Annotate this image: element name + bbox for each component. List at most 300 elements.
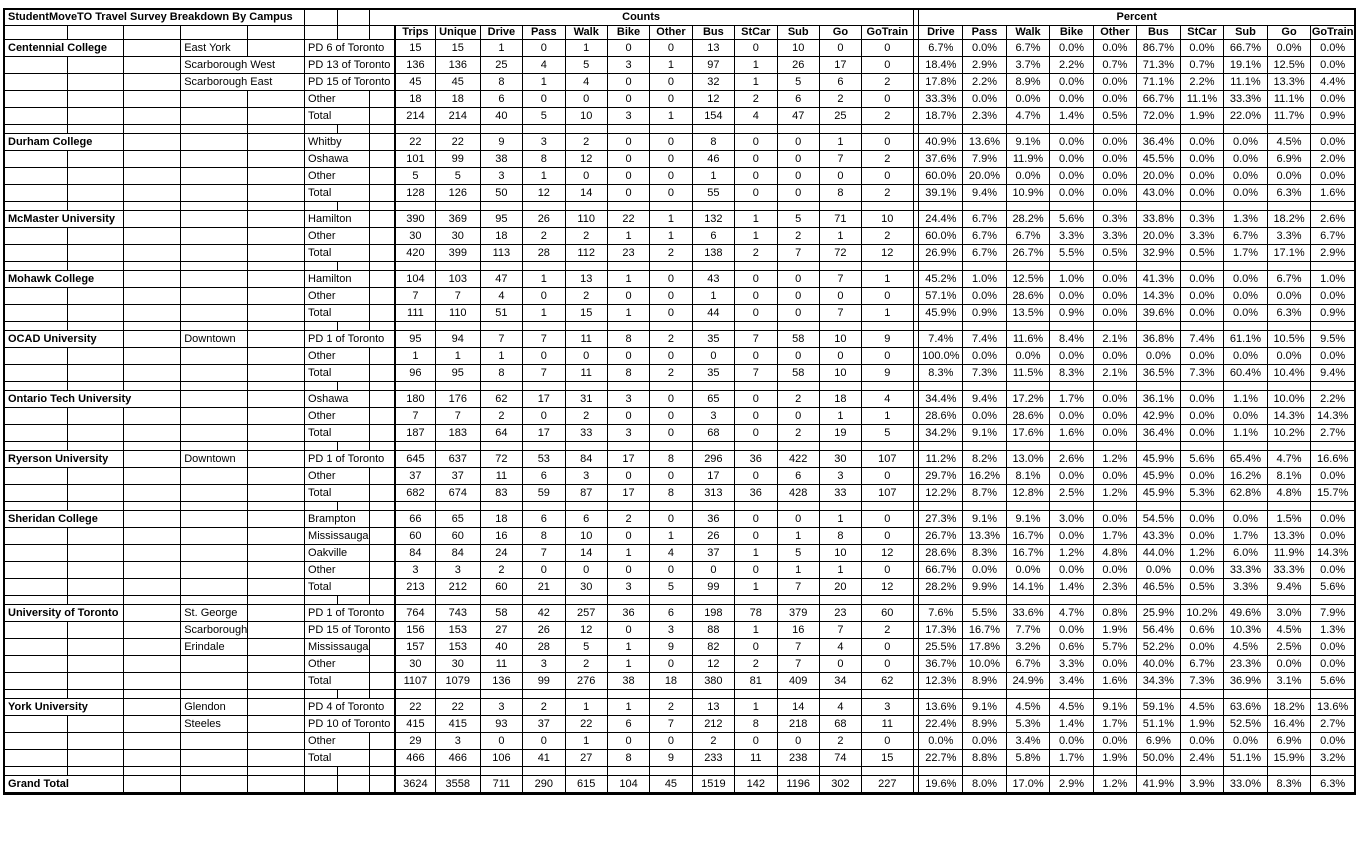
cell-pct-walk[interactable]: 17.2% xyxy=(1006,391,1050,408)
cell-pct-walk[interactable]: 8.1% xyxy=(1006,468,1050,485)
cell-pct-gotrain[interactable]: 0.9% xyxy=(1311,108,1355,125)
cell-count-sub[interactable]: 0 xyxy=(777,151,819,168)
cell-empty[interactable] xyxy=(861,502,913,511)
cell-count-bus[interactable]: 1519 xyxy=(692,776,734,794)
cell-empty[interactable] xyxy=(124,211,181,228)
location-cell[interactable]: Total xyxy=(305,673,370,690)
cell-count-stcar[interactable]: 0 xyxy=(735,528,778,545)
cell-pct-stcar[interactable]: 1.9% xyxy=(1180,716,1224,733)
cell-count-pass[interactable]: 4 xyxy=(523,57,565,74)
cell-count-pass[interactable]: 2 xyxy=(523,699,565,716)
cell-count-drive[interactable]: 40 xyxy=(480,639,522,656)
cell-count-bike[interactable]: 1 xyxy=(607,656,649,673)
cell-count-pass[interactable]: 12 xyxy=(523,185,565,202)
cell-count-drive[interactable]: 2 xyxy=(480,408,522,425)
cell-empty[interactable] xyxy=(369,656,395,673)
cell-empty[interactable] xyxy=(565,442,607,451)
cell-pct-pass[interactable]: 16.2% xyxy=(963,468,1007,485)
cell-count-unique[interactable]: 110 xyxy=(435,305,480,322)
cell-empty[interactable] xyxy=(1224,322,1268,331)
cell-pct-bus[interactable]: 36.4% xyxy=(1137,134,1181,151)
cell-count-bike[interactable]: 0 xyxy=(607,733,649,750)
cell-pct-gotrain[interactable]: 0.0% xyxy=(1311,168,1355,185)
cell-count-other[interactable]: 0 xyxy=(650,733,693,750)
cell-empty[interactable] xyxy=(369,767,395,776)
cell-count-pass[interactable]: 53 xyxy=(523,451,565,468)
cell-empty[interactable] xyxy=(480,262,522,271)
cell-pct-other[interactable]: 5.7% xyxy=(1093,639,1136,656)
location-cell[interactable]: Other xyxy=(305,91,370,108)
subcampus-cell[interactable]: Glendon xyxy=(181,699,248,716)
cell-count-other[interactable]: 0 xyxy=(650,408,693,425)
cell-pct-sub[interactable]: 33.0% xyxy=(1224,776,1268,794)
cell-empty[interactable] xyxy=(369,673,395,690)
cell-count-other[interactable]: 7 xyxy=(650,716,693,733)
cell-empty[interactable] xyxy=(565,690,607,699)
cell-pct-bus[interactable]: 42.9% xyxy=(1137,408,1181,425)
cell-empty[interactable] xyxy=(4,502,68,511)
cell-pct-stcar[interactable]: 2.4% xyxy=(1180,750,1224,767)
cell-empty[interactable] xyxy=(181,108,248,125)
cell-pct-go[interactable]: 6.7% xyxy=(1267,271,1311,288)
cell-empty[interactable] xyxy=(1050,322,1093,331)
cell-count-unique[interactable]: 94 xyxy=(435,331,480,348)
cell-count-bike[interactable]: 0 xyxy=(607,168,649,185)
cell-empty[interactable] xyxy=(1180,202,1224,211)
cell-count-stcar[interactable]: 36 xyxy=(735,451,778,468)
cell-count-trips[interactable]: 22 xyxy=(395,134,436,151)
cell-empty[interactable] xyxy=(124,134,181,151)
cell-empty[interactable] xyxy=(480,125,522,134)
cell-pct-gotrain[interactable]: 0.0% xyxy=(1311,40,1355,57)
cell-count-drive[interactable]: 6 xyxy=(480,91,522,108)
cell-empty[interactable] xyxy=(1267,125,1311,134)
cell-empty[interactable] xyxy=(124,776,181,794)
cell-pct-stcar[interactable]: 0.0% xyxy=(1180,408,1224,425)
cell-empty[interactable] xyxy=(124,468,181,485)
cell-count-gotrain[interactable]: 0 xyxy=(861,57,913,74)
cell-pct-drive[interactable]: 28.6% xyxy=(919,408,963,425)
cell-empty[interactable] xyxy=(4,690,68,699)
cell-empty[interactable] xyxy=(338,382,369,391)
cell-empty[interactable] xyxy=(68,545,124,562)
cell-pct-drive[interactable]: 66.7% xyxy=(919,562,963,579)
cell-empty[interactable] xyxy=(4,528,68,545)
cell-pct-walk[interactable]: 0.0% xyxy=(1006,168,1050,185)
cell-empty[interactable] xyxy=(181,382,248,391)
cell-count-bike[interactable]: 22 xyxy=(607,211,649,228)
cell-empty[interactable] xyxy=(124,511,181,528)
cell-pct-pass[interactable]: 6.7% xyxy=(963,211,1007,228)
cell-empty[interactable] xyxy=(4,622,68,639)
cell-pct-go[interactable]: 6.3% xyxy=(1267,185,1311,202)
cell-count-walk[interactable]: 11 xyxy=(565,365,607,382)
cell-count-bus[interactable]: 233 xyxy=(692,750,734,767)
cell-pct-gotrain[interactable]: 2.6% xyxy=(1311,211,1355,228)
cell-count-drive[interactable]: 27 xyxy=(480,622,522,639)
cell-empty[interactable] xyxy=(395,690,436,699)
cell-count-unique[interactable]: 22 xyxy=(435,134,480,151)
location-cell[interactable]: PD 1 of Toronto xyxy=(305,451,395,468)
cell-count-unique[interactable]: 1 xyxy=(435,348,480,365)
cell-count-gotrain[interactable]: 227 xyxy=(861,776,913,794)
cell-pct-pass[interactable]: 9.1% xyxy=(963,511,1007,528)
cell-empty[interactable] xyxy=(181,750,248,767)
cell-pct-gotrain[interactable]: 4.4% xyxy=(1311,74,1355,91)
cell-pct-drive[interactable]: 36.7% xyxy=(919,656,963,673)
cell-pct-pass[interactable]: 0.0% xyxy=(963,91,1007,108)
cell-count-gotrain[interactable]: 0 xyxy=(861,562,913,579)
cell-pct-sub[interactable]: 0.0% xyxy=(1224,185,1268,202)
cell-count-other[interactable]: 2 xyxy=(650,365,693,382)
cell-empty[interactable] xyxy=(369,134,395,151)
cell-count-bus[interactable]: 32 xyxy=(692,74,734,91)
cell-count-sub[interactable]: 7 xyxy=(777,245,819,262)
cell-count-other[interactable]: 0 xyxy=(650,468,693,485)
cell-pct-bike[interactable]: 0.0% xyxy=(1050,733,1093,750)
cell-empty[interactable] xyxy=(565,767,607,776)
cell-count-bike[interactable]: 0 xyxy=(607,288,649,305)
cell-pct-sub[interactable]: 0.0% xyxy=(1224,288,1268,305)
cell-empty[interactable] xyxy=(338,202,369,211)
cell-count-bike[interactable]: 1 xyxy=(607,228,649,245)
cell-count-bus[interactable]: 12 xyxy=(692,656,734,673)
cell-pct-sub[interactable]: 0.0% xyxy=(1224,305,1268,322)
cell-count-trips[interactable]: 180 xyxy=(395,391,436,408)
cell-count-gotrain[interactable]: 107 xyxy=(861,451,913,468)
cell-empty[interactable] xyxy=(124,331,181,348)
cell-empty[interactable] xyxy=(1311,442,1355,451)
cell-empty[interactable] xyxy=(735,382,778,391)
cell-pct-bike[interactable]: 1.4% xyxy=(1050,579,1093,596)
cell-count-go[interactable]: 2 xyxy=(819,733,861,750)
cell-count-stcar[interactable]: 2 xyxy=(735,656,778,673)
cell-count-sub[interactable]: 1 xyxy=(777,528,819,545)
cell-pct-sub[interactable]: 6.7% xyxy=(1224,228,1268,245)
cell-count-gotrain[interactable]: 9 xyxy=(861,365,913,382)
cell-pct-gotrain[interactable]: 0.0% xyxy=(1311,733,1355,750)
cell-pct-pass[interactable]: 0.0% xyxy=(963,40,1007,57)
cell-empty[interactable] xyxy=(963,596,1007,605)
cell-count-pass[interactable]: 99 xyxy=(523,673,565,690)
cell-empty[interactable] xyxy=(777,690,819,699)
cell-pct-bus[interactable]: 36.1% xyxy=(1137,391,1181,408)
cell-pct-bus[interactable]: 0.0% xyxy=(1137,348,1181,365)
cell-count-other[interactable]: 5 xyxy=(650,579,693,596)
cell-count-bus[interactable]: 1 xyxy=(692,168,734,185)
cell-count-pass[interactable]: 0 xyxy=(523,91,565,108)
campus-cell[interactable]: Durham College xyxy=(4,134,124,151)
cell-pct-drive[interactable]: 45.9% xyxy=(919,305,963,322)
cell-empty[interactable] xyxy=(692,690,734,699)
cell-count-trips[interactable]: 96 xyxy=(395,365,436,382)
cell-count-other[interactable]: 1 xyxy=(650,528,693,545)
cell-count-bus[interactable]: 1 xyxy=(692,288,734,305)
cell-count-bike[interactable]: 0 xyxy=(607,134,649,151)
cell-count-stcar[interactable]: 81 xyxy=(735,673,778,690)
cell-pct-other[interactable]: 0.0% xyxy=(1093,74,1136,91)
cell-empty[interactable] xyxy=(435,502,480,511)
cell-count-other[interactable]: 0 xyxy=(650,151,693,168)
cell-count-gotrain[interactable]: 0 xyxy=(861,733,913,750)
cell-empty[interactable] xyxy=(1093,322,1136,331)
cell-empty[interactable] xyxy=(777,262,819,271)
cell-pct-other[interactable]: 0.0% xyxy=(1093,271,1136,288)
cell-pct-walk[interactable]: 0.0% xyxy=(1006,91,1050,108)
cell-count-unique[interactable]: 3 xyxy=(435,733,480,750)
cell-empty[interactable] xyxy=(1050,125,1093,134)
location-cell[interactable]: Hamilton xyxy=(305,271,370,288)
cell-empty[interactable] xyxy=(248,185,305,202)
cell-pct-other[interactable]: 0.0% xyxy=(1093,151,1136,168)
cell-empty[interactable] xyxy=(338,776,369,794)
cell-empty[interactable] xyxy=(435,202,480,211)
location-cell[interactable]: PD 1 of Toronto xyxy=(305,605,395,622)
cell-pct-pass[interactable]: 6.7% xyxy=(963,228,1007,245)
cell-empty[interactable] xyxy=(1311,690,1355,699)
cell-empty[interactable] xyxy=(68,125,124,134)
location-cell[interactable]: Total xyxy=(305,185,370,202)
cell-pct-other[interactable]: 1.9% xyxy=(1093,622,1136,639)
cell-empty[interactable] xyxy=(181,545,248,562)
cell-empty[interactable] xyxy=(369,750,395,767)
cell-count-gotrain[interactable]: 107 xyxy=(861,485,913,502)
cell-empty[interactable] xyxy=(68,639,124,656)
cell-empty[interactable] xyxy=(435,442,480,451)
cell-empty[interactable] xyxy=(4,262,68,271)
cell-empty[interactable] xyxy=(124,690,181,699)
cell-empty[interactable] xyxy=(607,322,649,331)
cell-count-pass[interactable]: 5 xyxy=(523,108,565,125)
cell-empty[interactable] xyxy=(248,468,305,485)
cell-empty[interactable] xyxy=(124,57,181,74)
cell-empty[interactable] xyxy=(4,57,68,74)
cell-pct-other[interactable]: 0.0% xyxy=(1093,656,1136,673)
cell-empty[interactable] xyxy=(692,596,734,605)
cell-count-bus[interactable]: 55 xyxy=(692,185,734,202)
cell-count-go[interactable]: 68 xyxy=(819,716,861,733)
cell-count-sub[interactable]: 1 xyxy=(777,562,819,579)
cell-empty[interactable] xyxy=(181,365,248,382)
cell-empty[interactable] xyxy=(124,442,181,451)
cell-pct-go[interactable]: 3.0% xyxy=(1267,605,1311,622)
cell-count-trips[interactable]: 104 xyxy=(395,271,436,288)
cell-empty[interactable] xyxy=(181,125,248,134)
cell-count-bus[interactable]: 99 xyxy=(692,579,734,596)
cell-count-pass[interactable]: 17 xyxy=(523,425,565,442)
column-header-count-gotrain[interactable]: GoTrain xyxy=(861,26,913,40)
cell-pct-walk[interactable]: 11.6% xyxy=(1006,331,1050,348)
cell-count-walk[interactable]: 12 xyxy=(565,622,607,639)
cell-pct-sub[interactable]: 51.1% xyxy=(1224,750,1268,767)
cell-pct-sub[interactable]: 4.5% xyxy=(1224,639,1268,656)
cell-count-pass[interactable]: 0 xyxy=(523,408,565,425)
cell-pct-gotrain[interactable]: 0.0% xyxy=(1311,288,1355,305)
cell-count-drive[interactable]: 50 xyxy=(480,185,522,202)
cell-empty[interactable] xyxy=(369,245,395,262)
cell-pct-bike[interactable]: 0.0% xyxy=(1050,91,1093,108)
cell-count-bike[interactable]: 0 xyxy=(607,408,649,425)
cell-pct-bike[interactable]: 2.5% xyxy=(1050,485,1093,502)
cell-count-bus[interactable]: 82 xyxy=(692,639,734,656)
cell-count-other[interactable]: 0 xyxy=(650,134,693,151)
cell-pct-pass[interactable]: 17.8% xyxy=(963,639,1007,656)
cell-pct-gotrain[interactable]: 1.3% xyxy=(1311,622,1355,639)
cell-pct-pass[interactable]: 9.4% xyxy=(963,185,1007,202)
cell-pct-bus[interactable]: 36.4% xyxy=(1137,425,1181,442)
cell-empty[interactable] xyxy=(1006,382,1050,391)
cell-empty[interactable] xyxy=(338,26,369,40)
cell-count-go[interactable]: 30 xyxy=(819,451,861,468)
location-cell[interactable]: Other xyxy=(305,288,370,305)
cell-count-sub[interactable]: 0 xyxy=(777,305,819,322)
cell-pct-walk[interactable]: 6.7% xyxy=(1006,40,1050,57)
cell-empty[interactable] xyxy=(735,322,778,331)
cell-pct-bus[interactable]: 36.8% xyxy=(1137,331,1181,348)
cell-count-walk[interactable]: 31 xyxy=(565,391,607,408)
cell-pct-walk[interactable]: 16.7% xyxy=(1006,545,1050,562)
cell-count-drive[interactable]: 11 xyxy=(480,468,522,485)
cell-count-pass[interactable]: 17 xyxy=(523,391,565,408)
cell-empty[interactable] xyxy=(68,108,124,125)
cell-pct-bus[interactable]: 51.1% xyxy=(1137,716,1181,733)
cell-empty[interactable] xyxy=(369,425,395,442)
cell-pct-stcar[interactable]: 7.4% xyxy=(1180,331,1224,348)
cell-empty[interactable] xyxy=(435,690,480,699)
cell-pct-bike[interactable]: 0.0% xyxy=(1050,40,1093,57)
cell-empty[interactable] xyxy=(819,262,861,271)
cell-count-stcar[interactable]: 0 xyxy=(735,305,778,322)
cell-pct-bike[interactable]: 1.2% xyxy=(1050,545,1093,562)
cell-empty[interactable] xyxy=(963,262,1007,271)
cell-count-bus[interactable]: 0 xyxy=(692,348,734,365)
cell-count-unique[interactable]: 65 xyxy=(435,511,480,528)
cell-pct-bus[interactable]: 41.3% xyxy=(1137,271,1181,288)
cell-pct-go[interactable]: 0.0% xyxy=(1267,348,1311,365)
cell-count-walk[interactable]: 5 xyxy=(565,639,607,656)
cell-count-stcar[interactable]: 36 xyxy=(735,485,778,502)
cell-empty[interactable] xyxy=(435,262,480,271)
cell-count-trips[interactable]: 3624 xyxy=(395,776,436,794)
cell-empty[interactable] xyxy=(124,716,181,733)
cell-pct-go[interactable]: 0.0% xyxy=(1267,40,1311,57)
cell-count-drive[interactable]: 8 xyxy=(480,365,522,382)
cell-count-walk[interactable]: 27 xyxy=(565,750,607,767)
cell-empty[interactable] xyxy=(692,442,734,451)
cell-count-walk[interactable]: 15 xyxy=(565,305,607,322)
cell-empty[interactable] xyxy=(181,562,248,579)
cell-pct-bus[interactable]: 71.3% xyxy=(1137,57,1181,74)
cell-pct-bike[interactable]: 1.6% xyxy=(1050,425,1093,442)
cell-pct-pass[interactable]: 10.0% xyxy=(963,656,1007,673)
cell-count-trips[interactable]: 5 xyxy=(395,168,436,185)
cell-count-trips[interactable]: 30 xyxy=(395,656,436,673)
cell-count-sub[interactable]: 422 xyxy=(777,451,819,468)
cell-pct-bike[interactable]: 0.0% xyxy=(1050,74,1093,91)
cell-empty[interactable] xyxy=(4,365,68,382)
cell-empty[interactable] xyxy=(248,579,305,596)
cell-pct-gotrain[interactable]: 9.5% xyxy=(1311,331,1355,348)
cell-pct-gotrain[interactable]: 0.0% xyxy=(1311,134,1355,151)
cell-empty[interactable] xyxy=(4,91,68,108)
cell-pct-gotrain[interactable]: 0.0% xyxy=(1311,348,1355,365)
cell-count-other[interactable]: 0 xyxy=(650,391,693,408)
cell-pct-gotrain[interactable]: 6.7% xyxy=(1311,228,1355,245)
cell-count-trips[interactable]: 390 xyxy=(395,211,436,228)
column-header-percent-gotrain[interactable]: GoTrain xyxy=(1311,26,1354,38)
cell-count-unique[interactable]: 1079 xyxy=(435,673,480,690)
cell-empty[interactable] xyxy=(248,442,305,451)
cell-empty[interactable] xyxy=(777,596,819,605)
cell-pct-pass[interactable]: 5.5% xyxy=(963,605,1007,622)
cell-pct-go[interactable]: 2.5% xyxy=(1267,639,1311,656)
cell-count-bus[interactable]: 154 xyxy=(692,108,734,125)
cell-pct-walk[interactable]: 0.0% xyxy=(1006,562,1050,579)
cell-pct-bus[interactable]: 50.0% xyxy=(1137,750,1181,767)
cell-empty[interactable] xyxy=(1224,125,1268,134)
cell-empty[interactable] xyxy=(435,382,480,391)
cell-count-unique[interactable]: 7 xyxy=(435,408,480,425)
column-header-percent-other[interactable]: Other xyxy=(1093,26,1136,40)
cell-count-other[interactable]: 0 xyxy=(650,562,693,579)
cell-empty[interactable] xyxy=(523,322,565,331)
cell-count-go[interactable]: 1 xyxy=(819,511,861,528)
cell-empty[interactable] xyxy=(1180,690,1224,699)
cell-count-bus[interactable]: 212 xyxy=(692,716,734,733)
cell-empty[interactable] xyxy=(1224,262,1268,271)
cell-pct-walk[interactable]: 17.0% xyxy=(1006,776,1050,794)
cell-count-walk[interactable]: 110 xyxy=(565,211,607,228)
cell-empty[interactable] xyxy=(4,382,68,391)
cell-count-gotrain[interactable]: 2 xyxy=(861,108,913,125)
cell-pct-drive[interactable]: 6.7% xyxy=(919,40,963,57)
cell-empty[interactable] xyxy=(819,382,861,391)
cell-pct-bike[interactable]: 0.0% xyxy=(1050,288,1093,305)
cell-count-bus[interactable]: 35 xyxy=(692,365,734,382)
cell-empty[interactable] xyxy=(305,776,338,794)
cell-pct-walk[interactable]: 5.3% xyxy=(1006,716,1050,733)
cell-count-drive[interactable]: 7 xyxy=(480,331,522,348)
cell-count-bus[interactable]: 88 xyxy=(692,622,734,639)
cell-count-sub[interactable]: 5 xyxy=(777,74,819,91)
location-cell[interactable]: Other xyxy=(305,168,370,185)
location-cell[interactable]: PD 4 of Toronto xyxy=(305,699,395,716)
cell-count-trips[interactable]: 645 xyxy=(395,451,436,468)
column-header-count-drive[interactable]: Drive xyxy=(480,26,522,40)
cell-empty[interactable] xyxy=(124,288,181,305)
cell-pct-go[interactable]: 10.4% xyxy=(1267,365,1311,382)
cell-empty[interactable] xyxy=(124,271,181,288)
cell-pct-go[interactable]: 0.0% xyxy=(1267,656,1311,673)
cell-empty[interactable] xyxy=(565,382,607,391)
cell-count-unique[interactable]: 212 xyxy=(435,579,480,596)
cell-empty[interactable] xyxy=(124,108,181,125)
cell-empty[interactable] xyxy=(248,750,305,767)
cell-count-gotrain[interactable]: 9 xyxy=(861,331,913,348)
cell-empty[interactable] xyxy=(369,185,395,202)
campus-cell[interactable]: Ontario Tech University xyxy=(4,391,181,408)
cell-empty[interactable] xyxy=(248,622,305,639)
cell-empty[interactable] xyxy=(819,502,861,511)
cell-empty[interactable] xyxy=(181,767,248,776)
cell-count-unique[interactable]: 369 xyxy=(435,211,480,228)
cell-pct-bike[interactable]: 8.4% xyxy=(1050,331,1093,348)
cell-empty[interactable] xyxy=(4,442,68,451)
cell-empty[interactable] xyxy=(248,108,305,125)
cell-empty[interactable] xyxy=(248,690,305,699)
cell-empty[interactable] xyxy=(124,125,181,134)
cell-pct-other[interactable]: 0.0% xyxy=(1093,391,1136,408)
